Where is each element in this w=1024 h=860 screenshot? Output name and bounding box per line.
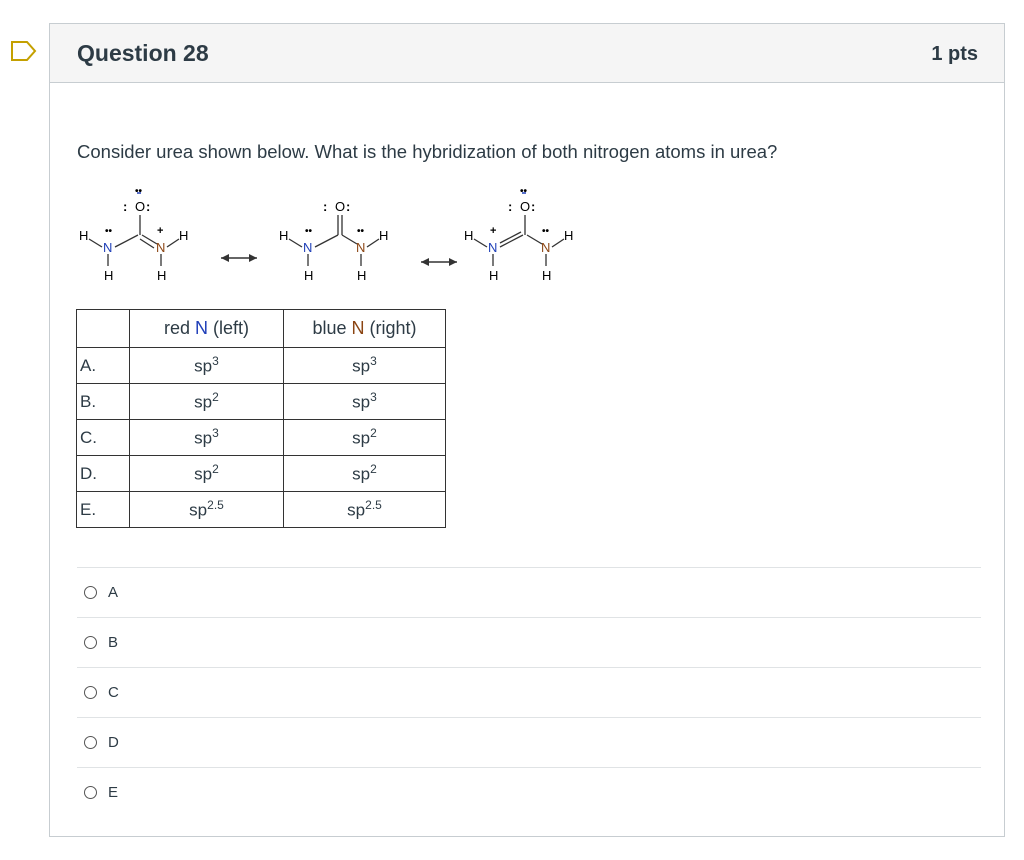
table-header-right: blue N (right): [284, 310, 446, 348]
nitrogen-atom-right: N: [356, 240, 366, 255]
hydrogen-atom: H: [464, 228, 474, 243]
answer-label: E: [108, 784, 119, 801]
right-hybridization: $sp^3$: [284, 348, 446, 384]
bookmark-flag-icon[interactable]: [10, 40, 38, 62]
answer-option-e[interactable]: [77, 767, 981, 817]
left-hybridization: $sp^{2.5}$: [130, 492, 284, 528]
hydrogen-atom: H: [379, 228, 389, 243]
question-header: [50, 24, 1004, 83]
resonance-structure-3: [464, 186, 573, 283]
question-card: [49, 23, 1005, 837]
oxygen-atom: O: [335, 199, 346, 214]
table-header-row: [77, 310, 446, 348]
hydrogen-atom: H: [104, 268, 114, 283]
table-header-empty: [77, 310, 130, 348]
question-text: Consider urea shown below. What is the hybridization of both nitrogen atoms in urea?: [77, 141, 778, 162]
hydrogen-atom: H: [489, 268, 499, 283]
formal-charge: +: [490, 225, 497, 237]
table-header-left: red N (left): [130, 310, 284, 348]
table-row: [77, 492, 446, 528]
radio-button[interactable]: [84, 586, 97, 599]
lone-pair: :: [323, 199, 328, 214]
lone-pair: :: [123, 199, 128, 214]
answer-label: C: [108, 684, 119, 701]
lone-pair: ••: [135, 186, 143, 197]
hydrogen-atom: H: [79, 228, 89, 243]
question-title: Question 28: [77, 40, 209, 66]
answer-option-b[interactable]: [77, 617, 981, 667]
answer-label: D: [108, 734, 119, 751]
resonance-arrow: [421, 258, 457, 266]
right-hybridization: $sp^{2.5}$: [284, 492, 446, 528]
row-label: A.: [77, 348, 130, 384]
right-hybridization: $sp^3$: [284, 384, 446, 420]
answer-choices: [77, 567, 981, 817]
resonance-structure-1: [79, 186, 188, 283]
formal-charge: +: [157, 225, 164, 237]
row-label: C.: [77, 420, 130, 456]
hydrogen-atom: H: [542, 268, 552, 283]
row-label: E.: [77, 492, 130, 528]
lone-pair: ••: [520, 186, 528, 197]
nitrogen-atom-right: N: [541, 240, 551, 255]
table-row: [77, 456, 446, 492]
hybridization-options-table: [76, 309, 446, 528]
right-hybridization: $sp^2$: [284, 420, 446, 456]
radio-button[interactable]: [84, 636, 97, 649]
lone-pair: ••: [105, 226, 113, 237]
resonance-arrow: [221, 254, 257, 262]
answer-option-a[interactable]: [77, 567, 981, 617]
left-hybridization: $sp^3$: [130, 420, 284, 456]
lone-pair: ••: [542, 226, 550, 237]
lone-pair: :: [146, 199, 151, 214]
answer-label: A: [108, 584, 119, 601]
lone-pair: :: [346, 199, 351, 214]
lone-pair: :: [508, 199, 513, 214]
left-hybridization: $sp^3$: [130, 348, 284, 384]
row-label: D.: [77, 456, 130, 492]
urea-resonance-structures: [75, 184, 595, 294]
nitrogen-atom-right: N: [156, 240, 166, 255]
left-hybridization: $sp^2$: [130, 384, 284, 420]
radio-button[interactable]: [84, 686, 97, 699]
hydrogen-atom: H: [564, 228, 574, 243]
table-row: [77, 384, 446, 420]
nitrogen-atom-left: N: [488, 240, 498, 255]
radio-button[interactable]: [84, 786, 97, 799]
right-hybridization: $sp^2$: [284, 456, 446, 492]
hydrogen-atom: H: [157, 268, 167, 283]
hydrogen-atom: H: [279, 228, 289, 243]
answer-label: B: [108, 634, 119, 651]
table-row: [77, 348, 446, 384]
hydrogen-atom: H: [179, 228, 189, 243]
lone-pair: :: [531, 199, 536, 214]
oxygen-atom: O: [520, 199, 531, 214]
nitrogen-atom-left: N: [103, 240, 113, 255]
left-hybridization: $sp^2$: [130, 456, 284, 492]
radio-button[interactable]: [84, 736, 97, 749]
hydrogen-atom: H: [357, 268, 367, 283]
table-row: [77, 420, 446, 456]
nitrogen-atom-left: N: [303, 240, 313, 255]
row-label: B.: [77, 384, 130, 420]
oxygen-atom: O: [135, 199, 146, 214]
resonance-structure-2: [279, 199, 388, 283]
lone-pair: ••: [357, 226, 365, 237]
hydrogen-atom: H: [304, 268, 314, 283]
answer-option-d[interactable]: [77, 717, 981, 767]
answer-option-c[interactable]: [77, 667, 981, 717]
question-points: 1 pts: [931, 43, 978, 65]
lone-pair: ••: [305, 226, 313, 237]
